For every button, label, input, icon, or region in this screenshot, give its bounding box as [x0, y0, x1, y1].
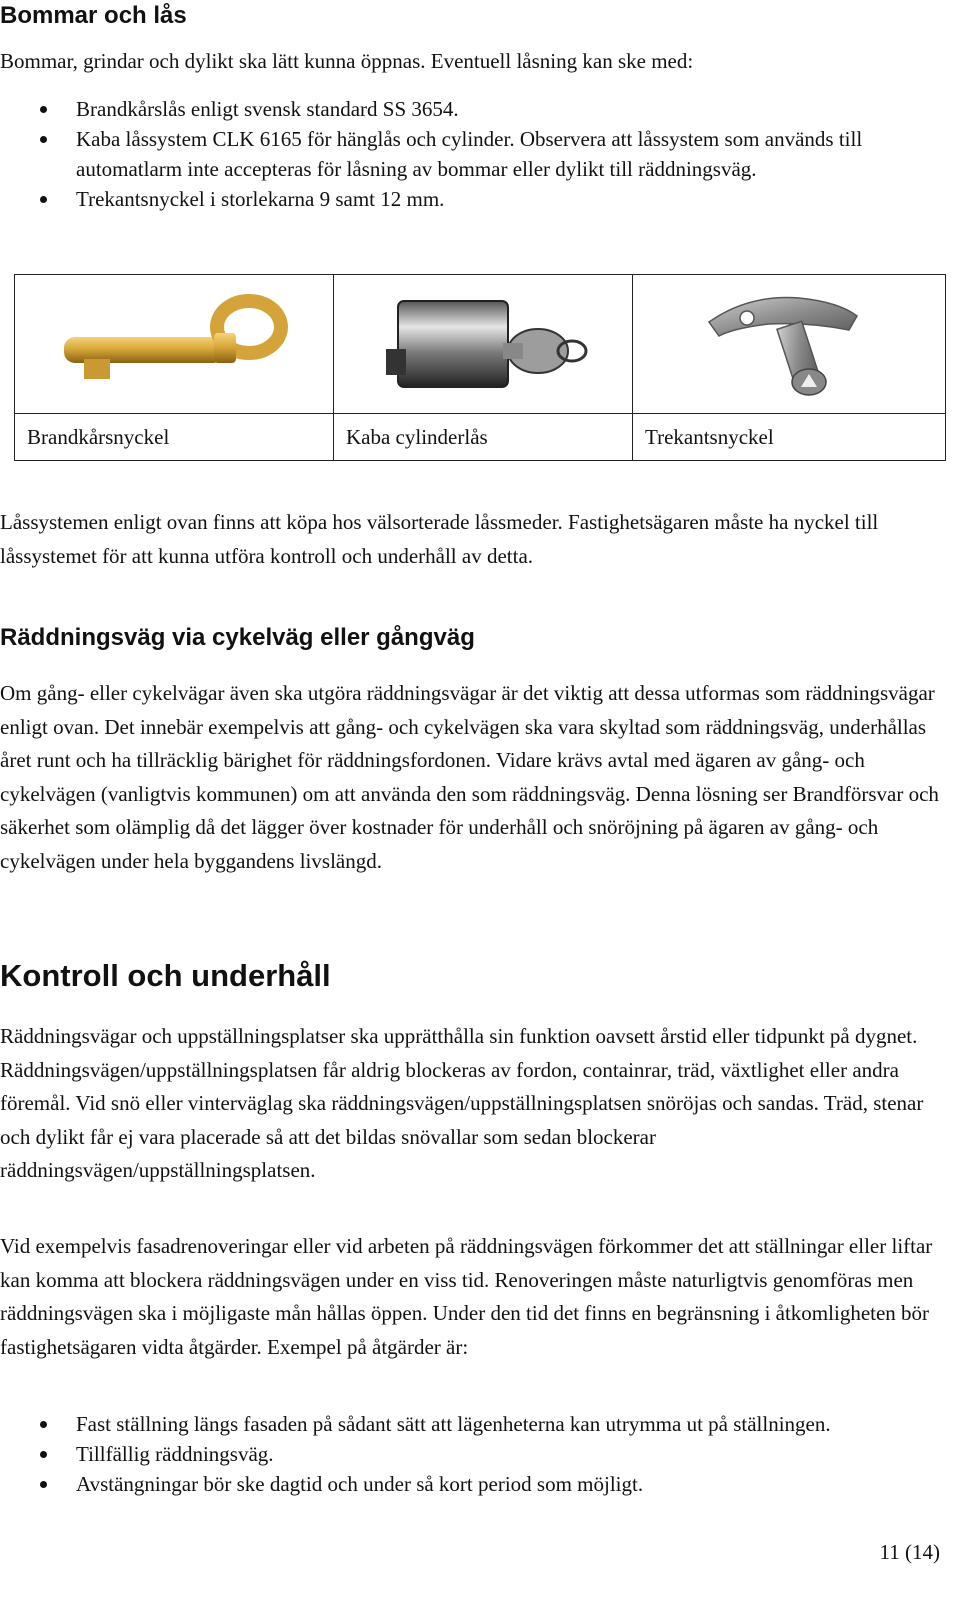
- brass-key-cell: [15, 275, 334, 414]
- bullet-icon: [40, 136, 47, 143]
- raddningsvag-paragraph: Om gång- eller cykelvägar även ska utgöra räddningsvägar är det viktig att dessa utformas som räddningsvägar enligt ovan. Det innebär exempelvis att gång- och cykelvägen ska vara skyltad som räddningsväg, underhållas året runt och ha tillräcklig bärighet för räddningsfordonen. Vidare krävs avtal med ägaren av gång- och cykelvägen (vanligtvis kommunen) om att använda den som räddningsväg. Denna lösning ser Brandförsvar och säkerhet som olämplig då det lägger över kostnader för underhåll och snöröjning på ägaren av gång- och cykelvägen under hela byggandens livslängd.: [0, 681, 939, 873]
- list-item: Kaba låssystem CLK 6165 för hänglås och cylinder. Observera att låssystem som används till automatlarm inte accepteras för låsning av bommar eller dylikt till räddningsväg.: [0, 124, 956, 184]
- kontroll-paragraph-2: Vid exempelvis fasadrenoveringar eller vid arbeten på räddningsvägen förkommer det att ställningar eller liftar kan komma att blockera räddningsvägen under en viss tid. Renoveringen måste naturligtvis genomföras men räddningsvägen ska i möjligaste mån hållas öppen. Under den tid det finns en begränsning i åtkomligheten bör fastighetsägaren vidta åtgärder. Exempel på åtgärder är:: [0, 1234, 933, 1359]
- list-item: Avstängningar bör ske dagtid och under så kort period som möjligt.: [0, 1469, 956, 1499]
- bullet-icon: [40, 1481, 47, 1488]
- label-brandkarsnyckel: Brandkårsnyckel: [15, 414, 334, 461]
- list-item: Tillfällig räddningsväg.: [0, 1439, 956, 1469]
- measures-list: [0, 1409, 956, 1499]
- lassystem-paragraph: Låssystemen enligt ovan finns att köpa hos välsorterade låssmeder. Fastighetsägaren måste ha nyckel till låssystemet för att kunna utföra kontroll och underhåll av detta.: [0, 510, 879, 568]
- heading-raddningsvag: Räddningsväg via cykelväg eller gångväg: [0, 624, 475, 651]
- heading-bommar: Bommar och lås: [0, 2, 187, 29]
- triangle-key-cell: [633, 275, 946, 414]
- cylinder-lock-cell: [334, 275, 633, 414]
- label-kaba-cylinderlas: Kaba cylinderlås: [334, 414, 633, 461]
- brass-key-icon: [54, 289, 294, 399]
- key-table: [14, 274, 946, 461]
- bullet-icon: [40, 1451, 47, 1458]
- bullet-icon: [40, 1421, 47, 1428]
- list-item: Brandkårslås enligt svensk standard SS 3654.: [0, 94, 956, 124]
- cylinder-lock-icon: [368, 289, 598, 399]
- bullet-icon: [40, 196, 47, 203]
- triangle-key-icon: [689, 284, 889, 404]
- bullet-icon: [40, 106, 47, 113]
- label-trekantsnyckel: Trekantsnyckel: [633, 414, 946, 461]
- list-item: Trekantsnyckel i storlekarna 9 samt 12 mm.: [0, 184, 956, 214]
- heading-kontroll: Kontroll och underhåll: [0, 958, 331, 993]
- lock-options-list: [0, 94, 956, 214]
- page-number: 11 (14): [879, 1540, 940, 1564]
- intro-paragraph: Bommar, grindar och dylikt ska lätt kunna öppnas. Eventuell låsning kan ske med:: [0, 49, 694, 73]
- kontroll-paragraph-1: Räddningsvägar och uppställningsplatser ska upprätthålla sin funktion oavsett årstid eller tidpunkt på dygnet. Räddningsvägen/uppställningsplatsen får aldrig blockeras av fordon, containrar, träd, växtlighet eller andra föremål. Vid snö eller vinterväglag ska räddningsvägen/uppställningsplatsen snöröjas och sandas. Träd, stenar och dylikt får ej vara placerade så att det bildas snövallar som sedan blockerar räddningsvägen/uppställningsplatsen.: [0, 1024, 924, 1182]
- list-item: Fast ställning längs fasaden på sådant sätt att lägenheterna kan utrymma ut på ställningen.: [0, 1409, 956, 1439]
